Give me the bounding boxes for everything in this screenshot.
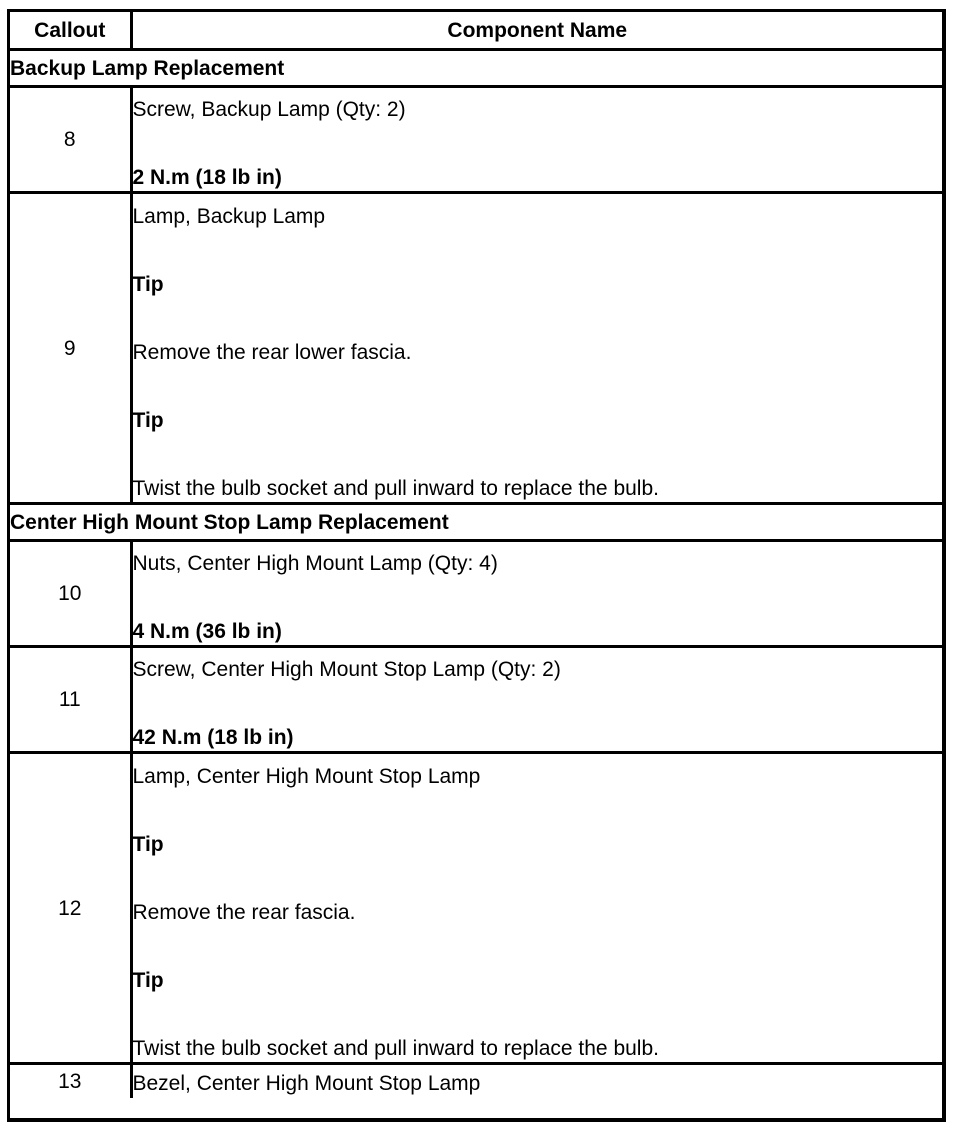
callout-number: 11 — [10, 647, 131, 753]
component-name: Nuts, Center High Mount Lamp (Qty: 4) — [132, 552, 498, 575]
column-header-callout: Callout — [10, 12, 131, 50]
callout-number: 12 — [10, 753, 131, 1064]
tip-text: Remove the rear fascia. — [132, 900, 356, 924]
component-description — [131, 541, 942, 647]
component-description — [131, 753, 942, 1064]
parts-table-frame — [7, 9, 946, 1122]
component-description — [131, 193, 942, 504]
table-row — [10, 1064, 942, 1099]
callout-number: 8 — [10, 87, 131, 193]
component-name: Bezel, Center High Mount Stop Lamp — [132, 1072, 481, 1095]
tip-label: Tip — [132, 832, 164, 856]
component-name: Lamp, Center High Mount Stop Lamp — [132, 764, 481, 788]
section-row — [10, 50, 942, 87]
callout-number: 9 — [10, 193, 131, 504]
section-row — [10, 504, 942, 541]
tip-text: Twist the bulb socket and pull inward to replace the bulb. — [132, 1036, 659, 1060]
component-description — [131, 647, 942, 753]
table-row — [10, 541, 942, 647]
callout-number: 13 — [10, 1064, 131, 1099]
component-name: Screw, Backup Lamp (Qty: 2) — [132, 98, 406, 121]
table-row — [10, 647, 942, 753]
table-row — [10, 753, 942, 1064]
column-header-component-name: Component Name — [131, 12, 942, 50]
table-row — [10, 193, 942, 504]
parts-table — [10, 12, 942, 1098]
torque-spec: 42 N.m (18 lb in) — [132, 726, 294, 749]
tip-text: Twist the bulb socket and pull inward to replace the bulb. — [132, 476, 659, 500]
table-header-row — [10, 12, 942, 50]
component-name: Screw, Center High Mount Stop Lamp (Qty: 2) — [132, 658, 561, 681]
torque-spec: 2 N.m (18 lb in) — [132, 166, 282, 189]
tip-label: Tip — [132, 968, 164, 992]
callout-number: 10 — [10, 541, 131, 647]
torque-spec: 4 N.m (36 lb in) — [132, 620, 282, 643]
section-title-chmsl: Center High Mount Stop Lamp Replacement — [10, 504, 942, 541]
component-description — [131, 1064, 942, 1099]
component-description — [131, 87, 942, 193]
component-name: Lamp, Backup Lamp — [132, 204, 326, 228]
tip-text: Remove the rear lower fascia. — [132, 340, 412, 364]
section-title-backup-lamp: Backup Lamp Replacement — [10, 50, 942, 87]
tip-label: Tip — [132, 408, 164, 432]
tip-label: Tip — [132, 272, 164, 296]
table-row — [10, 87, 942, 193]
